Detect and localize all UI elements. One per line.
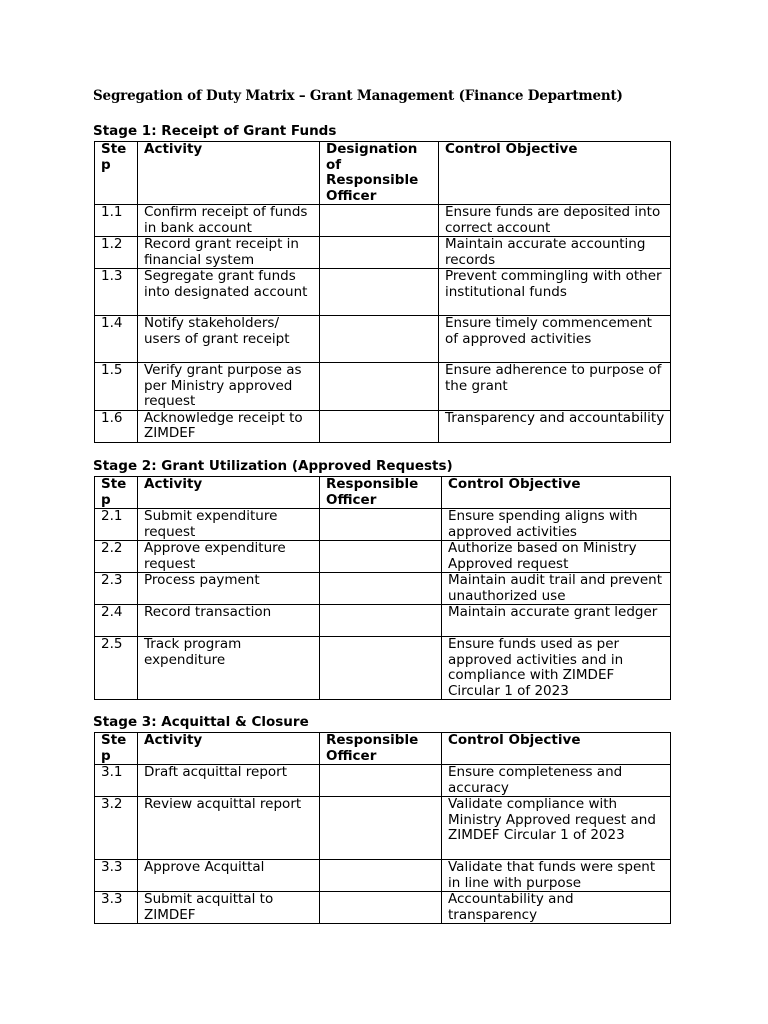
table-row — [95, 363, 671, 411]
column-header-activity: Activity — [138, 142, 320, 205]
activity-cell: Draft acquittal report — [138, 765, 320, 797]
step-cell: 3.3 — [95, 860, 138, 892]
objective-cell: Ensure timely commencement of approved activities — [439, 316, 671, 363]
table-row — [95, 509, 671, 541]
step-cell: 1.1 — [95, 205, 138, 237]
column-header-officer: Designation of Responsible Officer — [320, 142, 439, 205]
table-header-row — [95, 477, 671, 509]
step-cell: 1.6 — [95, 410, 138, 442]
column-header-objective: Control Objective — [442, 477, 671, 509]
objective-cell: Accountability and transparency — [442, 892, 671, 924]
objective-cell: Validate that funds were spent in line with purpose — [442, 860, 671, 892]
stage-3-table — [94, 732, 671, 924]
objective-cell: Ensure spending aligns with approved activities — [442, 509, 671, 541]
column-header-objective: Control Objective — [442, 733, 671, 765]
document-title: Segregation of Duty Matrix – Grant Management (Finance Department) — [93, 88, 623, 104]
officer-cell[interactable] — [320, 797, 442, 860]
stage-2-table — [94, 476, 671, 700]
step-cell: 2.1 — [95, 509, 138, 541]
activity-cell: Acknowledge receipt to ZIMDEF — [138, 410, 320, 442]
table-row — [95, 316, 671, 363]
activity-cell: Track program expenditure — [138, 637, 320, 700]
step-cell: 1.4 — [95, 316, 138, 363]
table-row — [95, 765, 671, 797]
column-header-activity: Activity — [138, 477, 320, 509]
officer-cell[interactable] — [320, 237, 439, 269]
activity-cell: Notify stakeholders/ users of grant receipt — [138, 316, 320, 363]
step-cell: 2.4 — [95, 605, 138, 637]
officer-cell[interactable] — [320, 541, 442, 573]
table-row — [95, 410, 671, 442]
table-row — [95, 541, 671, 573]
objective-cell: Transparency and accountability — [439, 410, 671, 442]
officer-cell[interactable] — [320, 205, 439, 237]
objective-cell: Ensure funds are deposited into correct account — [439, 205, 671, 237]
activity-cell: Approve Acquittal — [138, 860, 320, 892]
column-header-officer: Responsible Officer — [320, 733, 442, 765]
objective-cell: Ensure adherence to purpose of the grant — [439, 363, 671, 411]
table-row — [95, 269, 671, 316]
column-header-step: Ste p — [95, 477, 138, 509]
activity-cell: Submit acquittal to ZIMDEF — [138, 892, 320, 924]
table-row — [95, 205, 671, 237]
activity-cell: Submit expenditure request — [138, 509, 320, 541]
officer-cell[interactable] — [320, 363, 439, 411]
officer-cell[interactable] — [320, 637, 442, 700]
officer-cell[interactable] — [320, 860, 442, 892]
table-row — [95, 605, 671, 637]
objective-cell: Ensure completeness and accuracy — [442, 765, 671, 797]
officer-cell[interactable] — [320, 892, 442, 924]
officer-cell[interactable] — [320, 269, 439, 316]
step-cell: 1.5 — [95, 363, 138, 411]
step-cell: 2.2 — [95, 541, 138, 573]
stage-2-heading: Stage 2: Grant Utilization (Approved Requests) — [93, 458, 453, 474]
stage-3-heading: Stage 3: Acquittal & Closure — [93, 714, 309, 730]
column-header-step: Ste p — [95, 733, 138, 765]
table-row — [95, 573, 671, 605]
objective-cell: Maintain accurate accounting records — [439, 237, 671, 269]
step-cell: 2.5 — [95, 637, 138, 700]
table-row — [95, 860, 671, 892]
step-cell: 3.3 — [95, 892, 138, 924]
column-header-objective: Control Objective — [439, 142, 671, 205]
objective-cell: Authorize based on Ministry Approved request — [442, 541, 671, 573]
officer-cell[interactable] — [320, 605, 442, 637]
table-row — [95, 637, 671, 700]
officer-cell[interactable] — [320, 509, 442, 541]
officer-cell[interactable] — [320, 410, 439, 442]
activity-cell: Approve expenditure request — [138, 541, 320, 573]
table-row — [95, 892, 671, 924]
officer-cell[interactable] — [320, 573, 442, 605]
step-cell: 1.3 — [95, 269, 138, 316]
objective-cell: Validate compliance with Ministry Approved request and ZIMDEF Circular 1 of 2023 — [442, 797, 671, 860]
stage-1-heading: Stage 1: Receipt of Grant Funds — [93, 123, 337, 139]
activity-cell: Verify grant purpose as per Ministry approved request — [138, 363, 320, 411]
column-header-officer: Responsible Officer — [320, 477, 442, 509]
objective-cell: Prevent commingling with other institutional funds — [439, 269, 671, 316]
table-row — [95, 797, 671, 860]
officer-cell[interactable] — [320, 316, 439, 363]
officer-cell[interactable] — [320, 765, 442, 797]
table-header-row — [95, 733, 671, 765]
activity-cell: Record transaction — [138, 605, 320, 637]
step-cell: 1.2 — [95, 237, 138, 269]
step-cell: 3.1 — [95, 765, 138, 797]
column-header-step: Ste p — [95, 142, 138, 205]
table-row — [95, 237, 671, 269]
stage-1-table — [94, 141, 671, 443]
step-cell: 3.2 — [95, 797, 138, 860]
activity-cell: Record grant receipt in financial system — [138, 237, 320, 269]
activity-cell: Confirm receipt of funds in bank account — [138, 205, 320, 237]
activity-cell: Segregate grant funds into designated account — [138, 269, 320, 316]
objective-cell: Maintain accurate grant ledger — [442, 605, 671, 637]
table-header-row — [95, 142, 671, 205]
objective-cell: Maintain audit trail and prevent unauthorized use — [442, 573, 671, 605]
objective-cell: Ensure funds used as per approved activities and in compliance with ZIMDEF Circular 1 of 2023 — [442, 637, 671, 700]
activity-cell: Review acquittal report — [138, 797, 320, 860]
activity-cell: Process payment — [138, 573, 320, 605]
step-cell: 2.3 — [95, 573, 138, 605]
column-header-activity: Activity — [138, 733, 320, 765]
